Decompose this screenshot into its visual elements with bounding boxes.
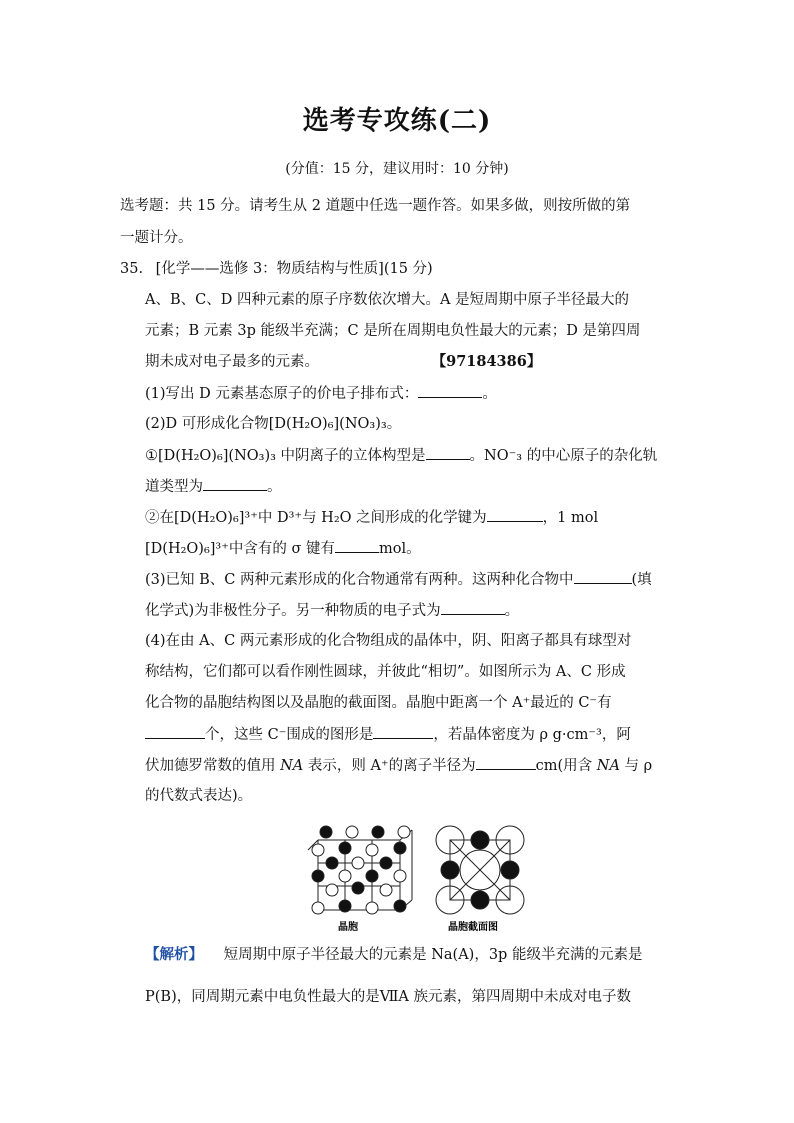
stem-line-3-text: 期未成对电子最多的元素。 bbox=[145, 354, 319, 370]
question-2: (2)D 可形成化合物[D(H₂O)₆](NO₃)₃。 bbox=[145, 416, 402, 432]
period-1: 。 bbox=[482, 386, 497, 402]
question-2a-line-2-text: 道类型为 bbox=[145, 479, 203, 495]
section-ions bbox=[436, 826, 524, 914]
question-2b-unit: mol。 bbox=[379, 541, 421, 557]
cell-ions bbox=[312, 826, 410, 914]
stem-line-1: A、B、C、D 四种元素的原子序数依次增大。A 是短周期中原子半径最大的 bbox=[145, 292, 630, 308]
question-4-line-4-text-b: ，若晶体密度为 ρ g·cm⁻³，阿 bbox=[433, 727, 631, 743]
answer-blank-2b-1[interactable] bbox=[487, 507, 543, 522]
question-2b-text-2: ，1 mol bbox=[542, 510, 599, 526]
question-1 bbox=[145, 383, 497, 404]
intro-line-1: 选考题：共 15 分。请考生从 2 道题中任选一题作答。如果多做，则按所做的第 bbox=[120, 198, 631, 214]
page-title: 选考专攻练(二) bbox=[302, 106, 492, 136]
question-2b-text-1: ②在[D(H₂O)₆]³⁺中 D³⁺与 H₂O 之间形成的化学键为 bbox=[145, 510, 487, 526]
question-3-text-1: (3)已知 B、C 两种元素形成的化合物通常有两种。这两种化合物中 bbox=[145, 572, 574, 588]
crystal-unit-cell-figure bbox=[300, 820, 420, 935]
question-4-line-2: 称结构，它们都可以看作刚性圆球，并彼此“相切”。如图所示为 A、C 形成 bbox=[145, 664, 626, 680]
answer-blank-2a-1[interactable] bbox=[426, 445, 470, 460]
question-1-text: (1)写出 D 元素基态原子的价电子排布式： bbox=[145, 386, 419, 402]
crystal-cross-section-figure bbox=[430, 820, 540, 935]
question-4-line-5-text-a: 伏加德罗常数的值用 bbox=[145, 758, 276, 774]
question-4-line-6: 的代数式表达)。 bbox=[145, 788, 253, 804]
question-4-line-4 bbox=[145, 724, 631, 745]
avogadro-symbol-1: NA bbox=[280, 758, 304, 774]
stem-line-3 bbox=[145, 352, 541, 372]
cell-grid-lines bbox=[308, 830, 412, 910]
period-2a: 。 bbox=[267, 479, 282, 495]
question-2a-text-1: ①[D(H₂O)₆](NO₃)₃ 中阴离子的立体构型是 bbox=[145, 448, 426, 464]
avogadro-symbol-2: NA bbox=[596, 758, 620, 774]
question-4-line-5-text-c: cm(用含 bbox=[535, 758, 593, 774]
question-4-line-1: (4)在由 A、C 两元素形成的化合物组成的晶体中，阴、阳离子都具有球型对 bbox=[145, 633, 632, 649]
question-module: [化学——选修 3：物质结构与性质](15 分) bbox=[155, 261, 433, 277]
figure-left-label: 晶胞 bbox=[338, 922, 358, 933]
question-2b-line-2 bbox=[145, 538, 421, 559]
question-4-line-5 bbox=[145, 755, 652, 776]
question-2b bbox=[145, 507, 598, 528]
question-3 bbox=[145, 569, 652, 590]
analysis-line-2: P(B)，同周期元素中电负性最大的是ⅦA 族元素，第四周期中未成对电子数 bbox=[145, 989, 632, 1005]
answer-blank-2b-2[interactable] bbox=[335, 538, 379, 553]
question-3-line-2 bbox=[145, 600, 519, 621]
answer-blank-4-3[interactable] bbox=[476, 755, 536, 770]
answer-blank-3-1[interactable] bbox=[574, 569, 632, 584]
question-2a-text-2: 。NO⁻₃ 的中心原子的杂化轨 bbox=[469, 448, 658, 464]
question-3-text-2: (填 bbox=[631, 572, 652, 588]
question-4-line-5-text-b: 表示，则 A⁺的离子半径为 bbox=[307, 758, 476, 774]
question-4-line-3: 化合物的晶胞结构图以及晶胞的截面图。晶胞中距离一个 A⁺最近的 C⁻有 bbox=[145, 695, 612, 711]
question-code: 【97184386】 bbox=[431, 353, 542, 370]
answer-blank-4-2[interactable] bbox=[373, 724, 433, 739]
question-2b-line-2-text: [D(H₂O)₆]³⁺中含有的 σ 键有 bbox=[145, 541, 335, 557]
question-2a bbox=[145, 445, 657, 466]
question-4-line-4-text-a: 个，这些 C⁻围成的图形是 bbox=[205, 727, 374, 743]
intro-line-2: 一题计分。 bbox=[120, 230, 193, 246]
period-3: 。 bbox=[504, 603, 520, 619]
question-4-line-5-text-d: 与 ρ bbox=[624, 758, 653, 774]
figure-right-label: 晶胞截面图 bbox=[448, 922, 498, 933]
analysis-line-1 bbox=[145, 945, 642, 965]
question-2a-line-2 bbox=[145, 476, 282, 497]
page-subtitle: (分值：15 分，建议用时：10 分钟) bbox=[285, 161, 509, 177]
question-number: 35. bbox=[120, 261, 144, 277]
answer-blank-3-2[interactable] bbox=[441, 600, 505, 615]
answer-blank-2a-2[interactable] bbox=[203, 476, 267, 491]
answer-blank-4-1[interactable] bbox=[145, 724, 205, 739]
analysis-line-1-text: 短周期中原子半径最大的元素是 Na(A)，3p 能级半充满的元素是 bbox=[223, 947, 643, 963]
analysis-label: 【解析】 bbox=[145, 946, 203, 963]
question-3-line-2-text: 化学式)为非极性分子。另一种物质的电子式为 bbox=[145, 603, 441, 619]
stem-line-2: 元素；B 元素 3p 能级半充满；C 是所在周期电负性最大的元素；D 是第四周 bbox=[145, 323, 641, 339]
question-header bbox=[120, 259, 433, 279]
answer-blank-1[interactable] bbox=[418, 383, 482, 398]
